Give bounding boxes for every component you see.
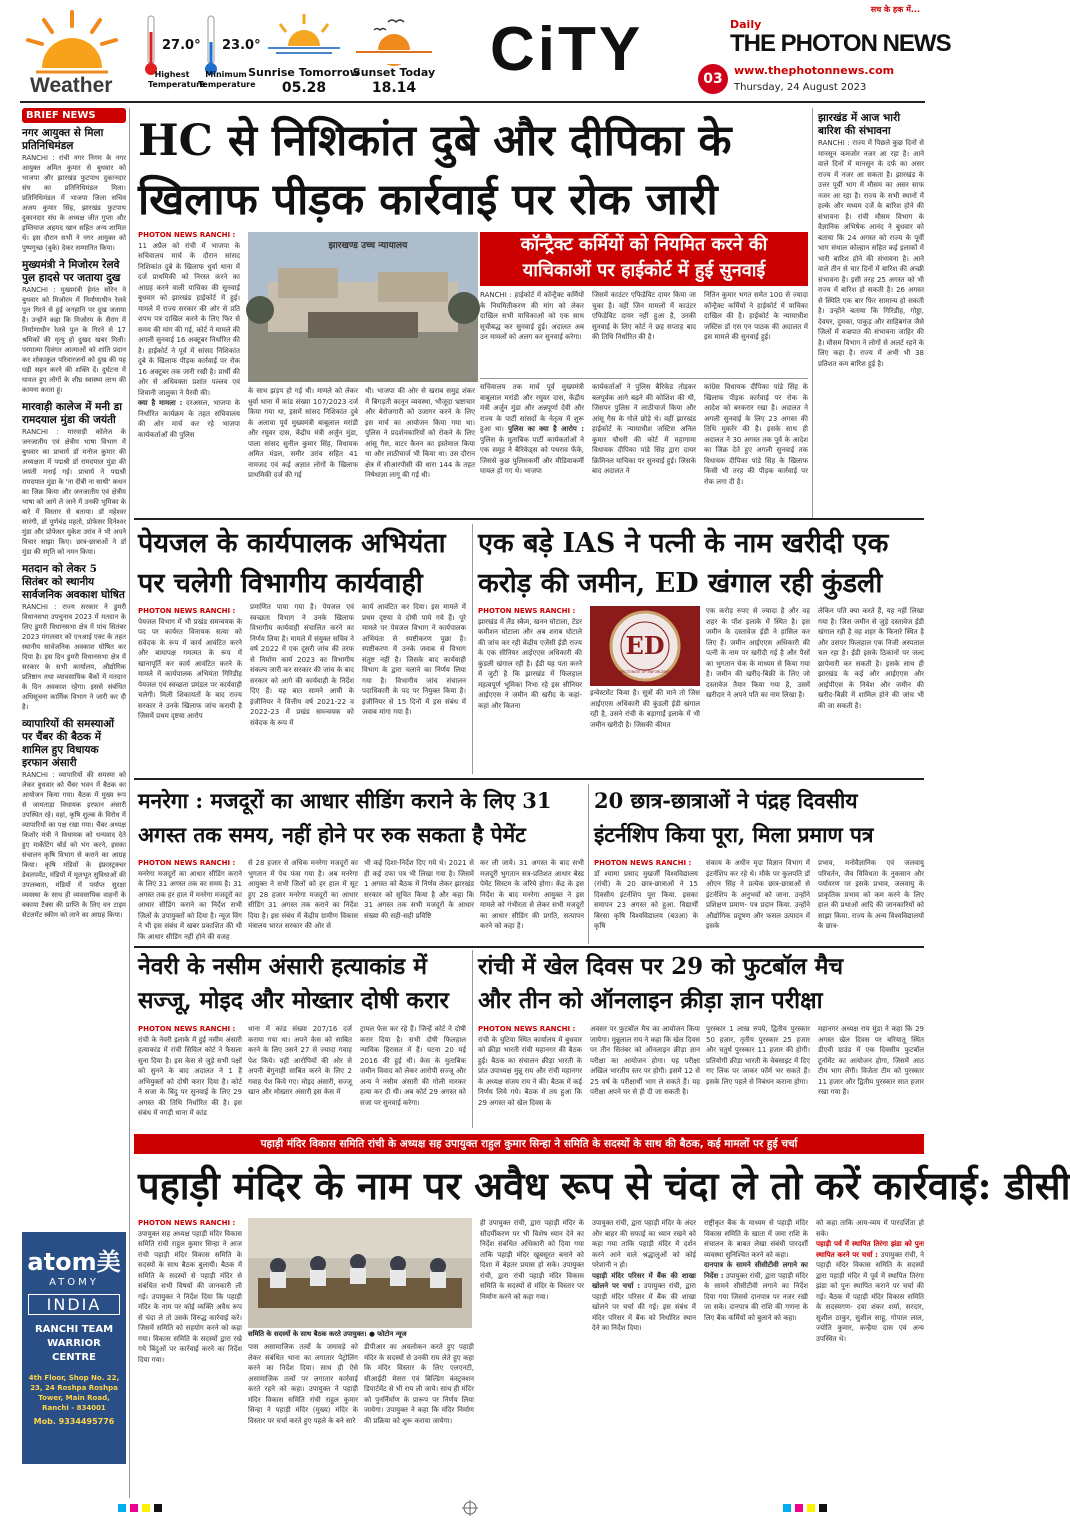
water-body-3: कार्य आवंटित कर दिया। इस मामले में प्रथम दृष्टया वे दोषी पाये गये हैं। पूरे मामले पर पेयजल विभाग ने कार्यपालक अभियंता से स्पष्टीकरण पूछा है। स्पष्टीकरण में उनके जवाब से विभाग संतुष्ट नहीं है। जिसके बाद कार्यवाही विभाग के द्वारा चलाने का निर्णय लिया गया है। विभागीय जांच संचालन पदाधिकारी के पद पर नियुक्त किया है। इंजीनियर से 15 दिनों में इस संबंध में जवाब मांगा गया है। bbox=[362, 603, 466, 716]
pahadi-col-1 bbox=[138, 1218, 242, 1496]
pahadi-body-2: पास असामाजिक तत्वों के जमावड़े को लेकर संबंधित थाना का लगातार पेट्रोलिंग करने का निर्देश दिया। साथ ही ऐसे असामाजिक तत्वों पर लगातार कार्रवाई करते रहने को कहा। उपायुक्त ने पहाड़ी मंदिर विकास समिति रांची राहुल कुमार सिन्हा ने पहाड़ी मंदिर (मुख्य) मंदिर के विस्तार पर चर्चा करते हुए पहले के बने सारे bbox=[248, 1343, 358, 1425]
water-headline-1: पेयजल के कार्यपालक अभियंता bbox=[138, 528, 446, 559]
mnrega-byline: PHOTON NEWS RANCHI : bbox=[138, 859, 236, 867]
mnrega-body-4: कर ली जाये। 31 अगस्त के बाद सभी मजदूरी भुगतान सत्र-प्रतिशत आधार बेस्ड पेमेंट सिस्टम के जरिये होगा। केंद्र के इस निर्देश के बाद मनरेगा आयुक्त ने इस मामले को गंभीरता से लेकर सभी मजदूरों का आधार सीडिंग की प्रगति, सत्यापन करने को कहा है। bbox=[480, 859, 584, 930]
pahadi-body-5b: उपायुक्त रांची, द्वारा पहाड़ी मंदिर परिसर में बैंक की शाखा खोलने पर चर्चा की गई। इस संबंध में मंदिर परिसर में बैंक को निर्धारित स्थान देने का निर्देश दिया। bbox=[592, 1282, 696, 1332]
tagline: सच के हक में... bbox=[870, 5, 920, 14]
sunset-time: 18.14 bbox=[371, 80, 417, 96]
nevri-body-2b: मोइद अंसारी, सज्जू खान और मोख्तार अंसारी इस केस में bbox=[248, 1077, 352, 1096]
ed-logo-ring-text: DIRECTORATE OF ENFORCEMENT bbox=[616, 670, 674, 674]
print-color-strip bbox=[0, 1500, 945, 1516]
lead-body-1: 11 अप्रैल को रांची में भाजपा के सचिवालय मार्च के दौरान सांसद निशिकांत दुबे के खिलाफ धुर्वा थाना में दर्ज प्राथमिकी को निरस्त करने का आग्रह करने वाली याचिका की सुनवाई बुधवार को झारखंड हाईकोर्ट में हुई। मामले में राज्य सरकार की ओर से प्रति शपथ पत्र दाखिल करने के लिए फिर से समय की मांग की गई, कोर्ट ने मामले की अगली सुनवाई 16 अक्टूबर निर्धारित की है। हाईकोर्ट ने पूर्व में सांसद निशिकांत दुबे के खिलाफ पीड़क कार्रवाई पर रोक 16 अक्टूबर तक जारी रखी है। प्रार्थी की ओर से अधिवक्ता प्रशांत पल्लव एवं शिवानी जालुका ने पैरवी की। bbox=[138, 241, 240, 397]
contract-col-3 bbox=[704, 290, 808, 376]
internship-headline-1: 20 छात्र-छात्राओं ने पंद्रह दिवसीय bbox=[594, 788, 858, 813]
lead-col-1 bbox=[138, 230, 240, 510]
water-body-2b: यह बात सामने आयी के इंजीनियर ने वित्तीय वर्ष 2021-22 व 2022-23 में प्रखंड समन्वयक को संवेदक के रूप में bbox=[250, 687, 355, 727]
pahadi-subhead-7: पहाड़ी पर्व में स्थापित तिरंगा झंडा को पुनः स्थापित करने पर चर्चा : bbox=[816, 1240, 924, 1259]
sports-col-2 bbox=[590, 1024, 700, 1128]
ias-headline-2: करोड़ की जमीन, ED खंगाल रही कुंडली bbox=[478, 568, 883, 599]
left-column-rule bbox=[129, 108, 130, 1498]
contract-col-1 bbox=[480, 290, 584, 376]
ias-col-2 bbox=[590, 688, 700, 774]
water-byline: PHOTON NEWS RANCHI : bbox=[138, 607, 236, 615]
brief-title: मारवाड़ी कालेज में मनी डा रामदयाल मुंडा की जयंती bbox=[22, 401, 122, 426]
sunrise-icon bbox=[262, 10, 346, 64]
weather-news-title: झारखंड में आज भारी बारिश की संभावना bbox=[818, 112, 901, 137]
pahadi-kicker bbox=[134, 1134, 924, 1154]
internship-col-2 bbox=[706, 858, 810, 944]
ias-byline: PHOTON NEWS RANCHI : bbox=[478, 607, 576, 615]
lead-col-3 bbox=[365, 386, 475, 512]
pahadi-body-7b: उपायुक्त रांची, ने पहाड़ी मंदिर विकास समिति के सदस्यों द्वारा पहाड़ी मंदिर में पूर्व में स्थापित तिरंगा झंडा को पुनः स्थापित कराने पर चर्चा की गई। बैठक में पहाड़ी मंदिर विकास समिति के सदस्यगण- दया शंकर शर्मा, सरदार, सुशील ठाकुर, सुशील साहू, गोपाल लाल, ज्योति कुमार, कन्हैया दास एवं अन्य उपस्थित थे। bbox=[816, 1250, 924, 1343]
paper-name: THE PHOTON NEWS bbox=[730, 30, 951, 57]
contract-rule bbox=[480, 378, 808, 379]
nevri-col-2 bbox=[248, 1024, 352, 1128]
svg-text:ED: ED bbox=[625, 631, 665, 660]
sunrise-time: 05.28 bbox=[281, 80, 327, 96]
pahadi-subhead-6: दानपात्र के सामने सीसीटीवी लगाने का निर्देश : bbox=[704, 1261, 808, 1280]
sports-byline: PHOTON NEWS RANCHI : bbox=[478, 1025, 576, 1033]
ias-body-2: इन्वेस्टमेंट किया है। सूत्रों की माने तो जिस आईएएस अधिकारी की कुंडली ईडी खंगाल रही है, उसने रांची के बड़ागाईं इलाके में भी जमीन खरीदी है। जिसकी कीमत bbox=[590, 689, 700, 729]
mnrega-headline-1: मनरेगा : मजदूरों का आधार सीडिंग कराने के लिए 31 bbox=[138, 788, 552, 813]
highest-temp: 27.0° bbox=[162, 38, 201, 53]
water-headline-2: पर चलेगी विभागीय कार्यवाही bbox=[138, 568, 423, 599]
mnrega-body-2: से 28 हजार से अधिक मनरेगा मजदूरों का भुगतान में पेच फंस गया है। अब मनरेगा आयुक्त ने सभी जिलों को हर हाल में सूट हुए 28 हजार मनरेगा मजदूरों का आधार सीडिंग 31 अगस्त तक कराने का निर्देश दिया है। इस संबंध में केंद्रीय ग्रामीण विकास मंत्रालय भारत सरकार की ओर से bbox=[248, 859, 358, 930]
cms-body-3: कांग्रेस विधायक दीपिका पांडे सिंह के खिलाफ पीड़क कार्रवाई पर रोक के आदेश को बरकरार रखा है। अदालत ने अगली सुनवाई के लिए 23 अगस्त की तिथि मुकर्रर की है। इसके साथ ही अदालत ने 30 अगस्त तक पूर्व के आदेश का जिक्र देते हुए अगली सुनवाई तक विधायक दीपिका पांडे सिंह के खिलाफ किसी भी तरह की पीड़क कार्रवाई पर रोक लगा दी है। bbox=[704, 383, 808, 486]
ad-country: INDIA bbox=[28, 1294, 120, 1315]
sports-headline-1: रांची में खेल दिवस पर 29 को फुटबॉल मैच bbox=[478, 953, 844, 980]
ad-brand-sub: ATOMY bbox=[49, 1277, 99, 1288]
nevri-col-1 bbox=[138, 1024, 242, 1128]
cms-col-3 bbox=[704, 382, 808, 512]
pahadi-body-6b: उपायुक्त रांची, द्वारा पहाड़ी मंदिर के सामने सीसीटीवी लगाने का निर्देश दिया गया जिससे दानपात्र पर नजर रखी जा सके। दानपात्र की राशि की गणना के लिए बैंक कर्मियों को बुलाने को कहा। bbox=[704, 1271, 808, 1322]
highest-label: Highest Temperature bbox=[148, 70, 206, 89]
pahadi-col-6 bbox=[704, 1218, 808, 1496]
page-number: 03 bbox=[698, 64, 728, 94]
brief-news-label bbox=[22, 108, 126, 123]
brief-item bbox=[22, 127, 126, 253]
sunset-icon bbox=[352, 10, 436, 64]
contract-headline-box bbox=[480, 232, 808, 286]
cms-body-2b: वहीं झारखंड हाईकोर्ट के न्यायाधीश जस्टिस अनिल कुमार चौधरी की कोर्ट में महागामा विधायक दीपिका पांडे सिंह द्वारा दायर क्रिमिनल याचिका पर सुनवाई हुई। जिसके बाद अदालत ने bbox=[592, 414, 696, 475]
right-column-rule bbox=[812, 108, 813, 518]
mnrega-body-3: भी कई दिशा-निर्देश दिए गये थे। 2021 से ही कई दफा पत्र भी लिखा गया है। bbox=[364, 859, 474, 878]
sports-body-1: रांची के चुटिया स्थित कार्यालय में बुधवार को क्रीड़ा भारती रांची महानगर की बैठक हुई। बैठक का संचालन क्रीड़ा भारती के प्रांत उपाध्यक्ष मुन्नू राय और रांची महानगर के अध्यक्ष संजय राय ने की। बैठक में कई निर्णय लिये गये। बैठक में तय हुआ कि 29 अगस्त को खेल दिवस के bbox=[478, 1035, 582, 1107]
atomy-ad bbox=[22, 1232, 126, 1464]
ad-brand: atom美 bbox=[27, 1248, 121, 1276]
internship-headline-2: इंटर्नशिप किया पूरा, मिला प्रमाण पत्र bbox=[594, 822, 874, 847]
pahadi-kicker-text: पहाड़ी मंदिर विकास समिति रांची के अध्यक्ष सह उपायुक्त राहुल कुमार सिन्हा ने समिति के सदस्यों के साथ की बैठक, कई मामलों पर हुई चर्चा bbox=[260, 1138, 798, 1150]
meeting-photo-caption: समिति के सदस्यों के साथ बैठक करते उपायुक्त। ● फोटोन न्यूज bbox=[248, 1330, 407, 1338]
brief-item bbox=[22, 718, 126, 920]
brief-text: RANCHI : व्यापारियों की समस्या को लेकर बुधवार को चैंबर भवन में बैठक का आयोजन किया गया। बैठक में मुख्य रूप से जामताड़ा विधायक इरफान अंसारी उपस्थित रहे। वहां, कृषि शुल्क के विरोध में व्यापारियों का पक्ष रखा गया। चैंबर अध्यक्ष किशोर मंत्री ने विधायक को धन्यवाद देते हुए मार्केटिंग बोर्ड को भंग करने, इसका संचालन कृषि विभाग से कराने का आग्रह किया। कृषि मंडियों के इंफ्रास्ट्रक्चर डेवलपमेंट, मंडियों में मूलभूत सुविधाओं की उपलब्धता, मंडियों में पर्याप्त सुरक्षा व्यवस्था के साथ ही व्यवसायिक वाहनों के बकाया टैक्स की प्राप्ति के लिए वन टाइम सेटलमेंट स्कीम को लाने का आग्रह किया। bbox=[22, 771, 126, 919]
mnrega-body-3b: जिसमें 1 अगस्त को बैठक में निर्णय लेकर झारखंड सरकार को सूचित किया है और कहा कि 31 अगस्त तक सभी मजदूरों के आधार संख्या की सही-सही प्रविष्टि bbox=[364, 869, 474, 920]
cms-col-1 bbox=[480, 382, 584, 512]
water-ias-rule bbox=[472, 524, 473, 774]
pahadi-col-7 bbox=[816, 1218, 924, 1496]
contract-headline-2: याचिकाओं पर हाईकोर्ट में हुई सुनवाई bbox=[522, 260, 766, 281]
water-col-3 bbox=[362, 602, 466, 774]
ias-headline-1: एक बड़े IAS ने पत्नी के नाम खरीदी एक bbox=[478, 528, 889, 559]
nevri-body-3: ट्रायल फेस कर रहे हैं। जिन्हें कोर्ट ने दोषी करार दिया है। सभी दोषी फिलहाल न्यायिक हिरासत में हैं। घटना 20 मई 2016 की हुई थी। केस के मुताबिक जमीन विवाद को लेकर आरोपी सज्जू और अन्य ने नसीम अंसारी की गोली मारकर हत्या कर दी थी। अब कोर्ट 29 अगस्त को सजा पर सुनवाई करेगा। bbox=[360, 1025, 466, 1107]
contract-body-1: RANCHI : हाईकोर्ट में कॉन्ट्रैक्ट कर्मियों के नियमितीकरण की मांग को लेकर दाखिल सभी याचिकाओं को एक साथ सूचीबद्ध कर सुनवाई हुई। अदालत अब उन मामलों को अलग कर सुनवाई करेगा। bbox=[480, 291, 584, 341]
water-body-1: पेयजल विभाग में भी प्रखंड समन्वयक के पद पर कार्यरत विनायक सत्या को संवेदक के रूप में कार्य आवंटित करने और बायापक्ष गमत्मत के रूप में खानापूर्ति कर कार्य आवंटित करने के मामले में कार्यपालक अभियंता गिरिडीह पेयजल एवं स्वच्छता प्रमंडल पर कार्यवाही चलेगी। मिली शिकायतों के बाद राज्य सरकार ने उनके खिलाफ जांच करायी है जिसमें प्रथम दृष्टया आरोप bbox=[138, 617, 242, 720]
internship-body-1: डॉ श्यामा प्रसाद मुखर्जी विश्वविद्यालय (रांची) के 20 छात्र-छात्राओं ने 15 दिवसीय इंटर्नशिप पूरा किया. इसका समापन 23 अगस्त को हुआ. विद्यार्थी बिरसा कृषि विश्वविद्यालय (बउआ) के कृषि bbox=[594, 869, 698, 930]
thermometer-low-icon bbox=[204, 14, 218, 78]
brief-text: RANCHI : मुख्यमंत्री हेमंत सोरेन ने बुधवार को मिजोरम में निर्माणाधीन रेलवे पुल गिरने से हुई जनहानि पर दुख जताया है। उन्होंने कहा कि मिजोरम के सैरांग में निर्माणाधीन रेलवे पुल के गिरने से 17 श्रमिकों की मृत्यु हो दुखद खबर मिली। परमात्मा दिवंगत आत्माओं को शांति प्रदान कर शोकाकुल परिवारजनों को दुख की यह घड़ी सहन करने की शक्ति दें। दुर्घटना में घायल हुए लोगों के शीघ्र स्वास्थ्य लाभ की कामना करता हूं। bbox=[22, 286, 126, 394]
pahadi-body-3: डीपीआर का अवलोकन करते हुए पहाड़ी मंदिर के सदस्यों से उनकी राय लेते हुए कहा कि मंदिर विस्तार के लिए एलएनटी, सीआईटी मेसरा एवं बिल्डिंग कंस्ट्रक्शन डिपार्टमेंट से भी राय ली जाये। साथ ही मंदिर को पुनर्निर्माण के प्रारूप पर निर्णय लिया जायेगा। उपायुक्त ने कहा कि मंदिर निर्माण की प्रक्रिया को शुरू कराया जायेगा। bbox=[364, 1343, 474, 1425]
cms-body-2: कार्यकर्ताओं ने पुलिस बैरिकेड तोड़कर बलपूर्वक आगे बढ़ने की कोशिश की थी, जिसपर पुलिस ने लाठीचार्ज किया और आंसू गैस के गोले छोड़े थे। bbox=[592, 383, 696, 423]
internship-col-1 bbox=[594, 858, 698, 944]
mnrega-col-1 bbox=[138, 858, 242, 944]
pahadi-body-7: को कहा ताकि आय-व्यय में पारदर्शिता हो सके। bbox=[816, 1219, 924, 1238]
brief-text: RANCHI : मारवाड़ी कॉलेज के जनजातीय एवं क्षेत्रीय भाषा विभाग में बुधवार का प्राचार्य डॉ मनोज कुमार की अध्यक्षता में पद्मश्री डॉ रामदयाल मुंडा की जयंती मनाई गई। प्राचार्य ने पद्मश्री रामदयाल मुंडा के 'ना दीबी ना साथी' कथन का जिक्र किया और जनजातीय एवं क्षेत्रीय भाषा को आगे ले जाने में उनकी भूमिका के बारे में विस्तार से बताया। डॉ महेश्वर सारंगी, डॉ पूर्णचंद्र महतो, प्रोफेसर दिनेश्वर मुंडा और प्रोफेसर मुकेश उरांव ने भी अपने विचार साझा किए। छात्र-छात्राओं ने डॉ मुंडा की स्मृति को नमन किया। bbox=[22, 428, 126, 556]
lead-col-2 bbox=[248, 386, 358, 512]
pahadi-byline: PHOTON NEWS RANCHI : bbox=[138, 1219, 236, 1227]
sports-col-3 bbox=[706, 1024, 810, 1128]
nevri-body-2: थाना में कांड संख्या 207/16 दर्ज कराया गया था। अपने केस को साबित करने के लिए उसने 27 से ज्यादा गवाह पेश किये। वहीं आरोपियों की ओर से अपनी बेगुनाही साबित करने के लिए 2 गवाह पेश किये गए। bbox=[248, 1025, 352, 1086]
weather-news-text: RANCHI : राज्य में पिछले कुछ दिनों से मानसून कमजोर नजर आ रहा है। आने वाले दिनों में मानसून के दर्फ का असर राज्य में नजर आ सकता है। झारखंड के उत्तर पूर्वी भाग में मौसम का असर साफ नजर आ रहा है। राज्य के सभी स्थानों में हल्के और मध्यम दर्जे के बारिश होने की संभावना है। रांची मौसम विभाग के वैज्ञानिक अभिषेक आनंद ने बुधवार को बताया कि 24 अगस्त को राज्य के पूर्वी भाग संथाल कोल्हान सहित कई इलाकों में भारी बारिश होने की संभावना है। आने वाले तीन से चार दिनों में बारिश की अच्छी संभावना है। इसी तरह 25 अगस्त को भी राज्य में बारिश हो सकती है। 26 अगस्त से स्थिति एक बार फिर सामान्य हो सकती है। उन्होंने बताया कि गिरिडीह, गोड्डा, देवघर, दुमका, पाकुड़ और साहिबगंज जैसे जिलों में वज्रपात की संभावना जाहिर की है। मौसम विभाग ने लोगों से अलर्ट रहने के लिए कहा है। राज्य में अभी भी 38 प्रतिशत कम बारिश हुई है। bbox=[818, 139, 924, 368]
mnrega-col-3 bbox=[364, 858, 474, 944]
nevri-sports-rule bbox=[472, 950, 473, 1128]
pahadi-col-5 bbox=[592, 1218, 696, 1496]
pahadi-body-4: ही उपायुक्त रांची, द्वारा पहाड़ी मंदिर के सौंदर्यीकरण पर भी विशेष ध्यान देने का निर्देश संबंधित अधिकारी को दिया गया ताकि पहाड़ी मंदिर खूबसूरत बनाने को दिशा में बेहतर प्रयास हो सके। उपायुक्त रांची, द्वारा रांची पहाड़ी मंदिर विकास समिति के सदस्यों से मंदिर के विस्तार पर निर्माण करने को कहा गया। bbox=[480, 1219, 584, 1301]
cms-body-1: सचिवालय तक मार्च पूर्व मुख्यमंत्री बाबूलाल मरांडी और रघुवर दास, केंद्रीय मंत्री अर्जुन मुंडा और अन्नपूर्णा देवी और राज्य के पार्टी सांसदों के नेतृत्व में शुरू हुआ था। bbox=[480, 383, 584, 433]
pahadi-col-2 bbox=[248, 1342, 358, 1496]
internship-col-3 bbox=[818, 858, 924, 944]
ad-mobile: Mob. 9334495776 bbox=[33, 1417, 115, 1426]
water-col-2 bbox=[250, 602, 354, 774]
ias-col-1 bbox=[478, 606, 582, 774]
lead-subhead: क्या है मामला : bbox=[138, 399, 183, 407]
high-court-photo bbox=[248, 232, 478, 382]
section-rule-2 bbox=[134, 778, 924, 780]
ed-logo bbox=[590, 606, 700, 686]
sports-body-2: अवसर पर फुटबॉल मैच का आयोजन किया जायेगा। मुन्नूलाल राय ने कहा कि खेल दिवस पर तीन सितंबर को ऑनलाइन क्रीड़ा ज्ञान परीक्षा का आयोजन होगा। यह परीक्षा अखिल भारतीय स्तर पर होगी। इसमें 12 से 25 वर्ष के परीक्षार्थी भाग ले सकते हैं। यह परीक्षा अपने घर से ही दी जा सकती है। bbox=[590, 1025, 700, 1096]
brief-item bbox=[22, 259, 126, 395]
lead-headline-1: HC से निशिकांत दुबे और दीपिका के bbox=[138, 116, 732, 166]
lowest-label: Minimum Temperature bbox=[198, 70, 256, 89]
contract-col-2 bbox=[592, 290, 696, 376]
high-court-signboard: झारखण्ड उच्च न्यायालय bbox=[328, 241, 408, 251]
brief-title: मुख्यमंत्री ने मिजोरम रेलवे पुल हादसे पर जताया दुख bbox=[22, 259, 121, 284]
date: Thursday, 24 August 2023 bbox=[734, 82, 867, 93]
mnrega-body-1: मनरेगा मजदूरों का आधार सीडिंग कराने के लिए 31 अगस्त तक का समय है। 31 अगस्त तक हर हाल में मनरेगा मजदूरों का आधार सीडिंग कराने का निर्देश सभी जिलों के उपायुक्तों को दिया है। न्यूज विंग ने भी इस संबंध में खबर प्रकाशित की थी कि आधार सीडिंग नहीं होने की वजह bbox=[138, 869, 242, 941]
sports-body-3: पुरस्कार 1 लाख रुपये, द्वितीय पुरस्कार 50 हजार, तृतीय पुरस्कार 25 हजार और चतुर्थ पुरस्कार 11 हजार की होगी। प्रतियोगी क्रीड़ा भारती के वेबसाइट में दिए गए लिंक पर जाकर फॉर्म भर सकते हैं। इसके लिए पहले से निबंधन कराना होगा। bbox=[706, 1025, 810, 1086]
pahadi-headline: पहाड़ी मंदिर के नाम पर अवैध रूप से चंदा ले तो करें कार्रवाई: डीसी bbox=[138, 1163, 1070, 1208]
water-col-1 bbox=[138, 606, 242, 774]
daily-label: Daily bbox=[730, 18, 762, 31]
mnrega-headline-2: अगस्त तक समय, नहीं होने पर रुक सकता है पेमेंट bbox=[138, 822, 526, 847]
cms-col-2 bbox=[592, 382, 696, 512]
contract-body-3: नितिन कुमार भगत समेत 100 से ज्यादा कॉन्ट्रैक्ट कर्मियों ने हाईकोर्ट में याचिका दाखिल की है। हाईकोर्ट के न्यायाधीश जस्टिस डॉ एस एन पाठक की अदालत में इस मामले की सुनवाई हुई। bbox=[704, 291, 808, 341]
brief-text: RANCHI : रांची नगर निगम के नगर आयुक्त अमित कुमार से बुधवार को भाजपा और झारखंड फुटपाथ दुकानदार संघ का प्रतिनिधिमंडल मिला। प्रतिनिधिमंडल में भाजपा जिला सचिव अजय कुमार सिंह, झारखंड फुटपाथ दुकानदार संघ के अध्यक्ष जीत गुप्ता और इम्तियाज अहमद खान सहित अन्य शामिल थे। इस दौरान सभी ने नगर आयुक्त को पुष्पगुच्छ (बुके) देकर सम्मानित किया। bbox=[22, 154, 126, 252]
sunset-label: Sunset Today bbox=[352, 66, 436, 79]
ad-address: 4th Floor, Shop No. 22, 23, 24 Roshpa Roshpa Tower, Main Road, Ranchi - 834001 bbox=[28, 1374, 120, 1412]
ias-body-1: झारखंड में लैंड स्कैम, खनन घोटाला, टेंडर कमीशन घोटाला और अब शराब घोटाले की जांच कर रही केंद्रीय एजेंसी ईडी राज्य के एक सीनियर आईएएस अधिकारी की कुंडली खंगाल रही है। ईडी यह पता करने में जुटी है कि झारखंड में फिलहाल महत्वपूर्ण भूमिका निभा रहे इस सीनियर आईएएस ने जमीन की खरीद के कहां-कहां और कितना bbox=[478, 617, 582, 710]
thermometer-high-icon bbox=[144, 14, 158, 78]
lead-body-2: के साथ झड़प हो गई थी। मामले को लेकर धुर्वा थाना में कांड संख्या 107/2023 दर्ज किया गया था, इसमें सांसद निशिकांत दुबे के अलावा पूर्व मुख्यमंत्री बाबूलाल मरांडी और रघुवर दास, केंद्रीय मंत्री अर्जुन मुंडा, पाला सांसद सुनील कुमार सिंह, विधायक अमित मंडल, समीर उरांव सहित 41 नामजद एवं कई अज्ञात लोगों के खिलाफ प्राथमिकी दर्ज की गई bbox=[248, 387, 358, 479]
website: www.thephotonnews.com bbox=[734, 64, 895, 77]
brief-title: मतदान को लेकर 5 सितंबर को स्थानीय सार्वजनिक अवकाश घोषित bbox=[22, 563, 125, 601]
lead-byline: PHOTON NEWS RANCHI : bbox=[138, 231, 236, 239]
sports-col-4 bbox=[818, 1024, 924, 1128]
brief-item bbox=[22, 563, 126, 712]
lead-headline-2: खिलाफ पीड़क कार्रवाई पर रोक जारी bbox=[138, 175, 718, 225]
sports-col-1 bbox=[478, 1024, 582, 1128]
mnrega-col-2 bbox=[248, 858, 358, 944]
lead-body-1b: दरअसल, भाजपा के निर्धारित कार्यक्रम के तहत सचिवालय की ओर मार्च कर रहे भाजपा कार्यकर्ताओं की पुलिस bbox=[138, 399, 240, 439]
ad-team: RANCHI TEAM WARRIOR CENTRE bbox=[34, 1324, 114, 1363]
mnrega-col-4 bbox=[480, 858, 584, 944]
ias-body-3: एक करोड़ रुपए से ज्यादा है और वह शहर के पॉश इलाके में स्थित है। bbox=[706, 607, 810, 626]
sports-body-4: महानगर अध्यक्ष राय मुंडा ने कहा कि 29 अगस्त खेल दिवस पर बरियातू स्थित डीएवी ग्राउंड में एक दिवसीय फुटबॉल टूर्नामेंट का आयोजन होगा, जिसमें आठ टीम भाग लेंगी। विजेता टीम को पुरस्कार 11 हजार और द्वितीय पुरस्कार सात हजार रखा गया है। bbox=[818, 1025, 924, 1096]
weather-news bbox=[818, 112, 924, 516]
ias-body-3b: इस जमीन के दस्तावेज ईडी ने हासिल कर लिए हैं। जमीन आईएएस अधिकारी की पत्नी के नाम पर खरीदी गई है और पैसों का भुगतान चेक के माध्यम से किया गया है। जमीन की खरीद-बिक्री के लिए जो दस्तावेज तैयार किया गया है, उसमें खरीदार ने अपने पति का नाम लिखा है। bbox=[706, 617, 811, 699]
sports-headline-2: और तीन को ऑनलाइन क्रीड़ा ज्ञान परीक्षा bbox=[478, 987, 823, 1014]
contract-body-2: जिसमें काउंटर एफिडेविट दायर किया जा चुका है। वहीं जिन मामलों में काउंटर एफिडेविट दायर नहीं हुआ है, उनकी सुनवाई के लिए कोर्ट ने छह सप्ताह बाद की तिथि निर्धारित की है। bbox=[592, 291, 696, 341]
meeting-photo bbox=[248, 1218, 472, 1328]
weather-label: Weather bbox=[30, 74, 113, 97]
mnrega-internship-rule bbox=[588, 784, 589, 944]
internship-byline: PHOTON NEWS RANCHI : bbox=[594, 859, 692, 867]
section-rule-1 bbox=[134, 518, 924, 520]
lead-body-3: थी। भाजपा की ओर से खराब समुद्र शंकर में बिगड़ती कानून व्यवस्था, भौजूदा भ्रष्टाचार और बेरोजगारी को उजागर करने के लिए इस मार्च का आयोजन किया गया था। पुलिस ने प्रदर्शनकारियों को रोकने के लिए आंसू गैस, वाटर कैनन का इस्तेमाल किया था और लाठीचार्ज भी किया था। उस दौरान क्षेत्र में सीआरपीसी की धारा 144 के तहत निषेधाज्ञा लागू की गई थी। bbox=[365, 387, 475, 479]
masthead bbox=[0, 0, 951, 102]
pahadi-col-3 bbox=[364, 1342, 474, 1496]
ias-col-4 bbox=[818, 606, 924, 774]
cms-body-1b: पुलिस के मुताबिक पार्टी कार्यकर्ताओं ने एक समूह ने बैरिकेड्स को पथराव फेंके, जिससे कुछ पुलिसकर्मी और मीडियाकर्मी घायल हो गए थे। भाजपा bbox=[480, 435, 584, 475]
pahadi-body-1: उपायुक्त सह अध्यक्ष पहाड़ी मंदिर विकास समिति रांची राहुल कुमार सिन्हा ने आज रांची पहाड़ी मंदिर विकास समिति के सदस्यों के साथ बैठक बुलायी। बैठक में समिति के सदस्यों से पहाड़ी मंदिर से संबंधित सभी विषयों की जानकारी ली गई। उपायुक्त ने निर्देश दिया कि पहाड़ी मंदिर के नाम पर कोई व्यक्ति अवैध रूप से चंदा ले तो उसके विरुद्ध कार्रवाई करें। जिसमें समिति को सहयोग करने को कहा गया। विकास समिति के सदस्यों द्वारा रखे गये बिंदुओं पर कार्रवाई करने का निर्देश दिया गया। bbox=[138, 1229, 242, 1364]
contract-headline-1: कॉन्ट्रैक्ट कर्मियों को नियमित करने की bbox=[520, 234, 768, 255]
section-rule-3 bbox=[134, 946, 924, 948]
pahadi-subhead-5: पहाड़ी मंदिर परिसर में बैंक की शाखा खोलने पर चर्चा : bbox=[592, 1271, 696, 1290]
brief-item bbox=[22, 401, 126, 557]
internship-body-3: प्रभाव, मनोवैज्ञानिक एवं जलवायु परिवर्तन, जैव विविधता के नुकसान और पर्यावरण पर इसके प्रभाव, जलवायु के प्राकृतिक प्रभाव को कम करने के लिए हाल की प्रथाओं आदि की जानकारियों को साझा किया. राज्य के अन्य विश्वविद्यालयों के छात्र- bbox=[818, 859, 924, 930]
nevri-col-3 bbox=[360, 1024, 466, 1128]
brief-news-label-text: BRIEF NEWS bbox=[26, 110, 96, 121]
pahadi-body-5: उपायुक्त रांची, द्वारा पहाड़ी मंदिर के अंदर और बाहर की सफाई का ध्यान रखने को कहा गया ताकि पहाड़ी मंदिर में दर्शन करने आने वाले श्रद्धालुओं को कोई परेशानी न हो। bbox=[592, 1219, 696, 1269]
nevri-byline: PHOTON NEWS RANCHI : bbox=[138, 1025, 236, 1033]
brief-news-column bbox=[22, 108, 126, 1228]
ias-body-4: लेकिन पति क्या करते हैं, यह नहीं लिखा गया है। जिस जमीन से जुड़े दस्तावेज ईडी खंगाल रही है वह शहर के किनारे स्थित है और उसपर फिलहाल एक निजी अस्पताल चल रहा है। ईडी इसके ठिकानों पर जल्द छापेमारी कर सकती है। इसके साथ ही झारखंड के कई और आईएएस और आईपीएस के निवेश और जमीन की खरीद-बिक्री में शामिल होने की जांच भी की जा सकती है। bbox=[818, 607, 924, 710]
header-rule bbox=[20, 101, 925, 103]
nevri-body-1: रांची के नेवरी इलाके में हुई नसीम अंसारी हत्याकांड में रांची सिविल कोर्ट ने फैसला सुना दिया है। इस केस से जुड़े सभी पक्षों को सुनने के बाद अदालत ने 1 हैं अभियुक्तों को दोषी करार दिया है। कोर्ट ने सजा के बिंदु पर सुनवाई के लिए 29 अगस्त की तिथि निर्धारित की है। इस संबंध में नगड़ी थाना में कांड bbox=[138, 1035, 242, 1117]
section-title: CiTY bbox=[490, 15, 644, 84]
brief-title: नगर आयुक्त से मिला प्रतिनिधिमंडल bbox=[22, 127, 104, 152]
lowest-temp: 23.0° bbox=[222, 38, 261, 53]
ias-col-3 bbox=[706, 606, 810, 774]
nevri-headline-2: सज्जू, मोइद और मोख्तार दोषी करार bbox=[138, 987, 449, 1014]
sunrise-label: Sunrise Tomorrow bbox=[248, 66, 360, 79]
internship-body-2: संकाय के अधीन मृदा विज्ञान विभाग में इंटर्नशिप कर रहे थे। मौके पर कुलपति डॉ ओएन सिंह ने प्रत्येक छात्र-छात्राओं से इंटर्नशिप के अनुभवों को जाना. उन्होंने प्रशिक्षण प्रमाण- पत्र प्रदान किया. उन्होंने औद्योगिक प्रदूषण और फसल उत्पादन में इसके bbox=[706, 859, 810, 930]
water-body-2: प्रमाणित पाया गया है। पेयजल एवं स्वच्छता विभाग ने उनके खिलाफ विभागीय कार्यवाही संचालित करने का निर्णय लिया है। मामले में संयुक्त सचिव ने वर्ष 2022 में एक दूसरी जांच की तरफ से निर्माण कार्य 2023 का विभागीय संकल्प जारी कर सरकार की जांच के बाद सरकार को आगे की कार्यवाही के निर्देश दिए हैं। bbox=[250, 603, 354, 695]
nevri-headline-1: नेवरी के नसीम अंसारी हत्याकांड में bbox=[138, 953, 427, 980]
brief-title: व्यापारियों की समस्याओं पर चैंबर की बैठक में शामिल हुए विधायक इरफान अंसारी bbox=[22, 718, 115, 769]
brief-text: RANCHI : राज्य सरकार ने डुमरी विधानसभा उपचुनाव 2023 में मतदान के लिए डुमरी विधानसभा क्षेत्र में पांच सितंबर 2023 मंगलवार को एनआई एक्ट के तहत स्थानीय सार्वजनिक अवकाश घोषित कर दिया है। इस दिन डुमरी विधानसभा क्षेत्र में सरकार के सभी कार्यालय, औद्योगिक प्रतिष्ठान तथा व्यावसायिक बैंकों में मतदान के दिन अवकाश रहेगा। इससे संबंधित अधिसूचना कार्मिक विभाग ने जारी कर दी है। bbox=[22, 603, 126, 711]
cms-subhead: पुलिस का क्या है आरोप : bbox=[508, 425, 584, 433]
pahadi-col-4 bbox=[480, 1218, 584, 1496]
pahadi-body-6: राष्ट्रीकृत बैंक के माध्यम से पहाड़ी मंदिर विकास समिति के खाता में जमा राशि के संचालन के बाबत लेखा संबंधी पारदर्शी व्यवस्था सुनिश्चित करने को कहा। bbox=[704, 1219, 808, 1259]
